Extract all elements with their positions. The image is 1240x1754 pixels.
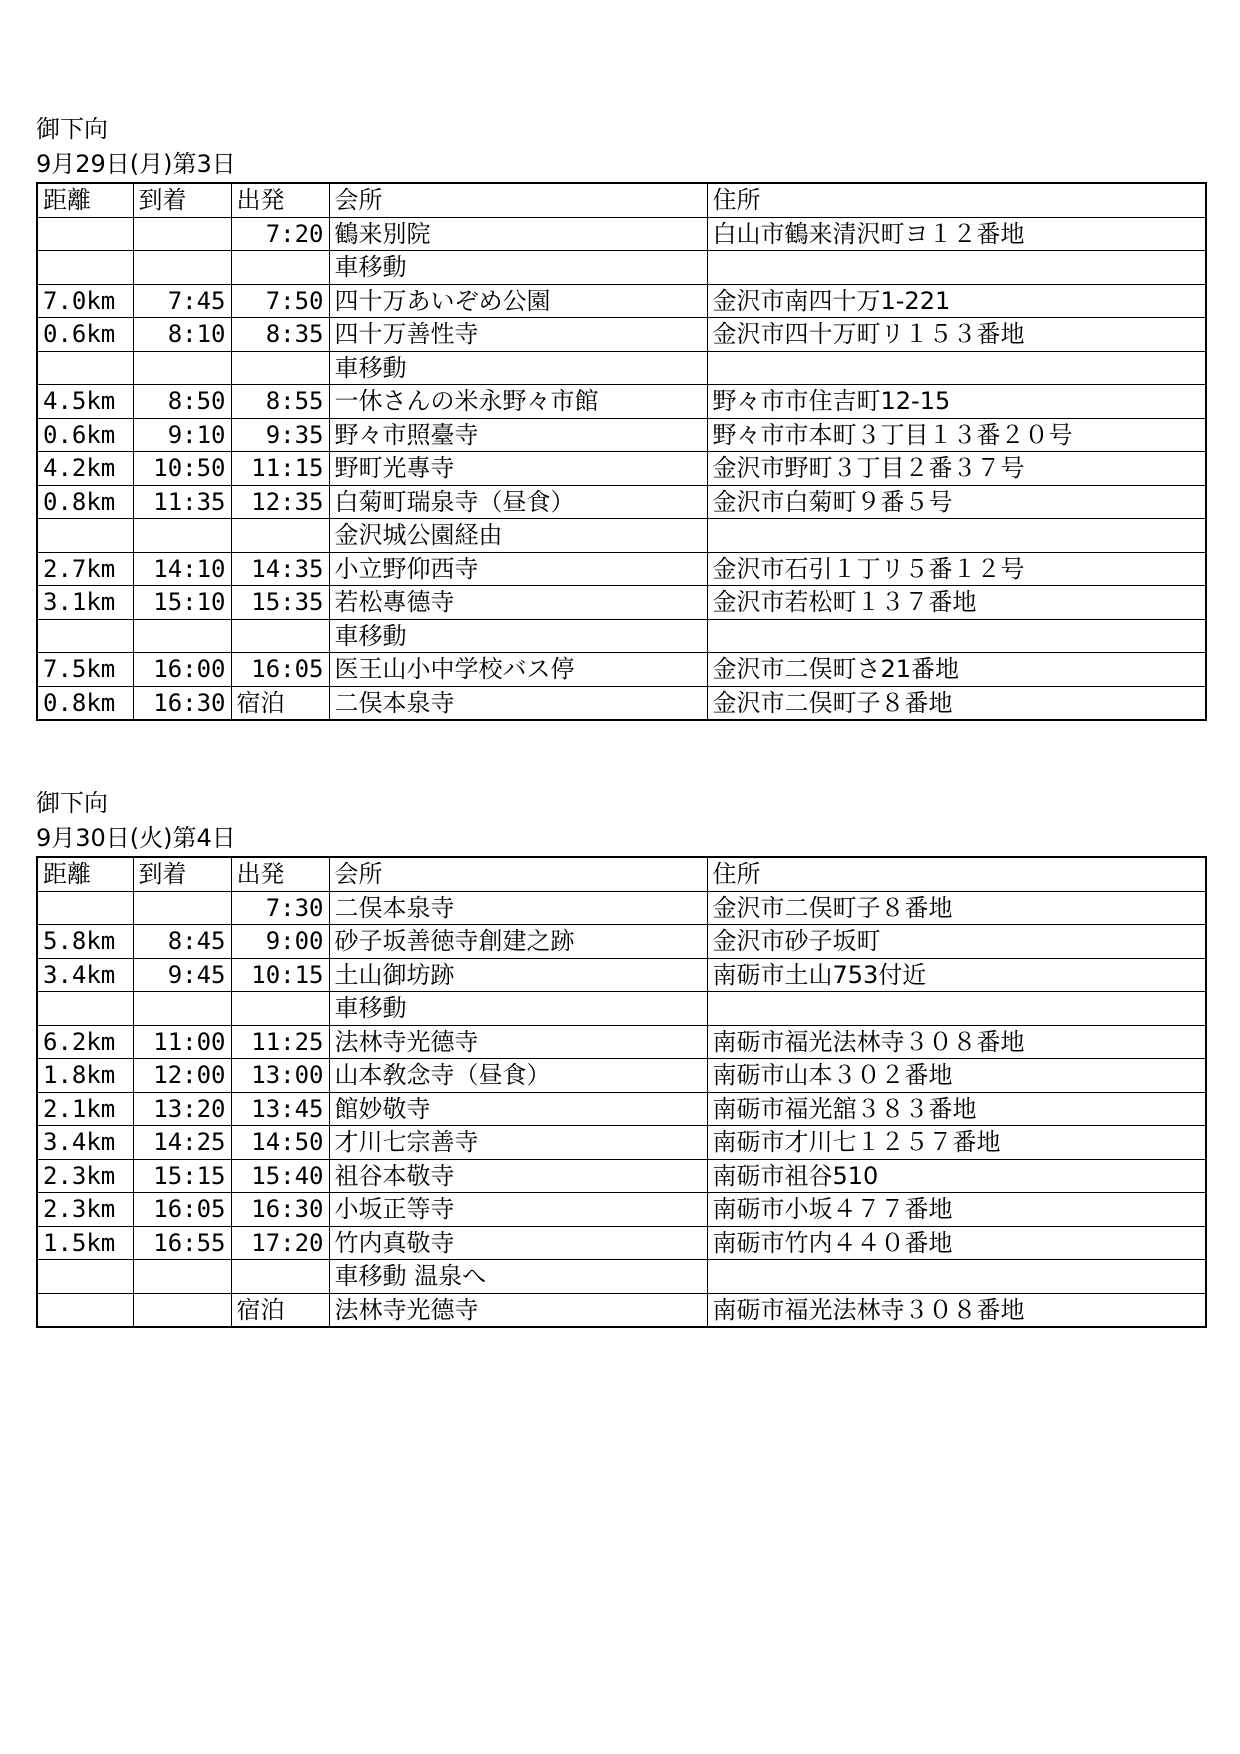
schedule-row bbox=[37, 1126, 1206, 1160]
schedule-row bbox=[37, 925, 1206, 959]
cell-address: 金沢市二俣町子８番地 bbox=[707, 686, 1206, 720]
cell-depart: 11:25 bbox=[231, 1025, 329, 1059]
cell-address bbox=[707, 1260, 1206, 1294]
cell-address: 金沢市四十万町リ１５３番地 bbox=[707, 318, 1206, 352]
header-address: 住所 bbox=[707, 183, 1206, 217]
cell-address: 野々市市本町３丁目１３番２０号 bbox=[707, 418, 1206, 452]
schedule-table bbox=[36, 856, 1207, 1328]
cell-depart bbox=[231, 351, 329, 385]
day-section bbox=[36, 786, 1207, 1328]
cell-address: 南砺市福光法林寺３０８番地 bbox=[707, 1293, 1206, 1327]
cell-distance: 3.1km bbox=[37, 586, 133, 620]
cell-venue: 法林寺光德寺 bbox=[329, 1025, 707, 1059]
cell-depart: 13:00 bbox=[231, 1059, 329, 1093]
cell-distance: 3.4km bbox=[37, 958, 133, 992]
cell-distance: 5.8km bbox=[37, 925, 133, 959]
cell-venue: 竹内真敬寺 bbox=[329, 1226, 707, 1260]
cell-address bbox=[707, 519, 1206, 553]
cell-venue: 金沢城公園経由 bbox=[329, 519, 707, 553]
cell-arrive bbox=[133, 351, 231, 385]
cell-address: 金沢市二俣町子８番地 bbox=[707, 891, 1206, 925]
cell-address: 南砺市小坂４７７番地 bbox=[707, 1193, 1206, 1227]
cell-venue: 鶴来別院 bbox=[329, 217, 707, 251]
cell-venue: 小坂正等寺 bbox=[329, 1193, 707, 1227]
cell-distance: 7.0km bbox=[37, 284, 133, 318]
cell-venue: 二俣本泉寺 bbox=[329, 686, 707, 720]
cell-arrive: 16:05 bbox=[133, 1193, 231, 1227]
cell-venue: 野町光專寺 bbox=[329, 452, 707, 486]
schedule-row bbox=[37, 586, 1206, 620]
cell-address: 南砺市土山753付近 bbox=[707, 958, 1206, 992]
cell-distance bbox=[37, 619, 133, 653]
cell-address bbox=[707, 351, 1206, 385]
cell-distance: 0.8km bbox=[37, 686, 133, 720]
cell-arrive: 13:20 bbox=[133, 1092, 231, 1126]
cell-distance: 0.6km bbox=[37, 318, 133, 352]
cell-distance: 4.5km bbox=[37, 385, 133, 419]
cell-venue: 車移動 bbox=[329, 619, 707, 653]
schedule-row bbox=[37, 251, 1206, 285]
cell-arrive: 8:45 bbox=[133, 925, 231, 959]
schedule-row bbox=[37, 519, 1206, 553]
cell-venue: 野々市照臺寺 bbox=[329, 418, 707, 452]
cell-address: 野々市市住吉町12-15 bbox=[707, 385, 1206, 419]
cell-depart bbox=[231, 1260, 329, 1294]
header-venue: 会所 bbox=[329, 183, 707, 217]
cell-distance bbox=[37, 351, 133, 385]
cell-depart: 9:00 bbox=[231, 925, 329, 959]
header-depart: 出発 bbox=[231, 183, 329, 217]
section-date: 9月30日(火)第4日 bbox=[36, 824, 236, 852]
cell-arrive bbox=[133, 891, 231, 925]
header-arrive: 到着 bbox=[133, 183, 231, 217]
cell-venue: 土山御坊跡 bbox=[329, 958, 707, 992]
cell-depart: 16:05 bbox=[231, 653, 329, 687]
cell-distance: 2.1km bbox=[37, 1092, 133, 1126]
header-row bbox=[37, 183, 1206, 217]
schedule-row bbox=[37, 452, 1206, 486]
cell-address: 南砺市福光舘３８３番地 bbox=[707, 1092, 1206, 1126]
section-date: 9月29日(月)第3日 bbox=[36, 150, 236, 178]
schedule-row bbox=[37, 1293, 1206, 1327]
cell-arrive: 16:00 bbox=[133, 653, 231, 687]
cell-arrive bbox=[133, 1260, 231, 1294]
cell-venue: 車移動 温泉へ bbox=[329, 1260, 707, 1294]
schedule-row bbox=[37, 318, 1206, 352]
cell-address: 金沢市野町３丁目２番３７号 bbox=[707, 452, 1206, 486]
cell-distance bbox=[37, 992, 133, 1026]
cell-arrive: 12:00 bbox=[133, 1059, 231, 1093]
cell-depart bbox=[231, 519, 329, 553]
cell-distance bbox=[37, 891, 133, 925]
cell-arrive: 14:25 bbox=[133, 1126, 231, 1160]
cell-distance: 0.8km bbox=[37, 485, 133, 519]
cell-arrive bbox=[133, 251, 231, 285]
cell-arrive: 15:10 bbox=[133, 586, 231, 620]
cell-depart: 宿泊 bbox=[231, 686, 329, 720]
cell-venue: 山本敎念寺（昼食） bbox=[329, 1059, 707, 1093]
header-venue: 会所 bbox=[329, 857, 707, 891]
cell-distance: 6.2km bbox=[37, 1025, 133, 1059]
cell-depart: 8:35 bbox=[231, 318, 329, 352]
cell-depart: 9:35 bbox=[231, 418, 329, 452]
cell-arrive bbox=[133, 1293, 231, 1327]
cell-distance bbox=[37, 1260, 133, 1294]
schedule-body bbox=[37, 183, 1206, 720]
cell-venue: 車移動 bbox=[329, 251, 707, 285]
section-title: 御下向 bbox=[36, 789, 108, 817]
cell-address: 金沢市石引１丁リ５番１２号 bbox=[707, 552, 1206, 586]
cell-depart bbox=[231, 992, 329, 1026]
schedule-row bbox=[37, 1193, 1206, 1227]
cell-arrive: 9:45 bbox=[133, 958, 231, 992]
schedule-row bbox=[37, 1025, 1206, 1059]
header-distance: 距離 bbox=[37, 183, 133, 217]
cell-arrive bbox=[133, 992, 231, 1026]
schedule-row bbox=[37, 686, 1206, 720]
cell-address: 南砺市才川七１２５７番地 bbox=[707, 1126, 1206, 1160]
schedule-row bbox=[37, 992, 1206, 1026]
cell-depart: 15:40 bbox=[231, 1159, 329, 1193]
cell-address: 金沢市南四十万1-221 bbox=[707, 284, 1206, 318]
cell-distance bbox=[37, 251, 133, 285]
schedule-row bbox=[37, 1092, 1206, 1126]
header-arrive: 到着 bbox=[133, 857, 231, 891]
cell-address: 白山市鶴来清沢町ヨ１２番地 bbox=[707, 217, 1206, 251]
cell-address: 南砺市福光法林寺３０８番地 bbox=[707, 1025, 1206, 1059]
cell-arrive: 15:15 bbox=[133, 1159, 231, 1193]
cell-distance: 4.2km bbox=[37, 452, 133, 486]
schedule-row bbox=[37, 1260, 1206, 1294]
cell-distance: 2.7km bbox=[37, 552, 133, 586]
cell-venue: 砂子坂善徳寺創建之跡 bbox=[329, 925, 707, 959]
cell-venue: 四十万あいぞめ公園 bbox=[329, 284, 707, 318]
schedule-row bbox=[37, 351, 1206, 385]
schedule-row bbox=[37, 217, 1206, 251]
cell-depart: 12:35 bbox=[231, 485, 329, 519]
cell-distance bbox=[37, 217, 133, 251]
cell-arrive: 7:45 bbox=[133, 284, 231, 318]
cell-distance: 1.5km bbox=[37, 1226, 133, 1260]
cell-depart: 11:15 bbox=[231, 452, 329, 486]
schedule-row bbox=[37, 653, 1206, 687]
cell-venue: 祖谷本敬寺 bbox=[329, 1159, 707, 1193]
cell-depart: 14:50 bbox=[231, 1126, 329, 1160]
cell-address: 金沢市若松町１３７番地 bbox=[707, 586, 1206, 620]
header-row bbox=[37, 857, 1206, 891]
cell-venue: 車移動 bbox=[329, 351, 707, 385]
cell-depart: 16:30 bbox=[231, 1193, 329, 1227]
cell-venue: 一休さんの米永野々市館 bbox=[329, 385, 707, 419]
schedule-row bbox=[37, 284, 1206, 318]
cell-distance bbox=[37, 1293, 133, 1327]
cell-venue: 車移動 bbox=[329, 992, 707, 1026]
header-depart: 出発 bbox=[231, 857, 329, 891]
cell-venue: 二俣本泉寺 bbox=[329, 891, 707, 925]
cell-arrive: 11:00 bbox=[133, 1025, 231, 1059]
cell-arrive bbox=[133, 217, 231, 251]
cell-address: 金沢市二俣町さ21番地 bbox=[707, 653, 1206, 687]
cell-venue: 四十万善性寺 bbox=[329, 318, 707, 352]
cell-arrive bbox=[133, 619, 231, 653]
cell-depart: 15:35 bbox=[231, 586, 329, 620]
cell-distance: 1.8km bbox=[37, 1059, 133, 1093]
cell-depart bbox=[231, 251, 329, 285]
header-distance: 距離 bbox=[37, 857, 133, 891]
cell-address: 南砺市竹内４４０番地 bbox=[707, 1226, 1206, 1260]
schedule-body bbox=[37, 857, 1206, 1327]
cell-depart: 7:30 bbox=[231, 891, 329, 925]
cell-venue: 白菊町瑞泉寺（昼食） bbox=[329, 485, 707, 519]
schedule-row bbox=[37, 485, 1206, 519]
cell-arrive: 8:10 bbox=[133, 318, 231, 352]
section-title: 御下向 bbox=[36, 115, 108, 143]
schedule-row bbox=[37, 1059, 1206, 1093]
schedule-row bbox=[37, 1159, 1206, 1193]
cell-address bbox=[707, 992, 1206, 1026]
day-section bbox=[36, 112, 1207, 721]
cell-venue: 医王山小中学校バス停 bbox=[329, 653, 707, 687]
cell-address: 南砺市山本３０２番地 bbox=[707, 1059, 1206, 1093]
cell-address: 金沢市砂子坂町 bbox=[707, 925, 1206, 959]
header-address: 住所 bbox=[707, 857, 1206, 891]
cell-address bbox=[707, 251, 1206, 285]
schedule-row bbox=[37, 891, 1206, 925]
cell-address: 南砺市祖谷510 bbox=[707, 1159, 1206, 1193]
cell-depart: 14:35 bbox=[231, 552, 329, 586]
schedule-row bbox=[37, 1226, 1206, 1260]
schedule-row bbox=[37, 958, 1206, 992]
cell-arrive: 16:30 bbox=[133, 686, 231, 720]
cell-venue: 才川七宗善寺 bbox=[329, 1126, 707, 1160]
cell-distance: 7.5km bbox=[37, 653, 133, 687]
cell-venue: 小立野仰西寺 bbox=[329, 552, 707, 586]
cell-depart: 17:20 bbox=[231, 1226, 329, 1260]
cell-depart: 8:55 bbox=[231, 385, 329, 419]
cell-venue: 若松專德寺 bbox=[329, 586, 707, 620]
cell-arrive: 8:50 bbox=[133, 385, 231, 419]
schedule-table bbox=[36, 182, 1207, 721]
schedule-row bbox=[37, 619, 1206, 653]
cell-depart: 宿泊 bbox=[231, 1293, 329, 1327]
cell-distance: 2.3km bbox=[37, 1193, 133, 1227]
cell-distance: 3.4km bbox=[37, 1126, 133, 1160]
cell-arrive: 14:10 bbox=[133, 552, 231, 586]
cell-arrive: 11:35 bbox=[133, 485, 231, 519]
cell-depart bbox=[231, 619, 329, 653]
schedule-row bbox=[37, 552, 1206, 586]
cell-depart: 7:20 bbox=[231, 217, 329, 251]
cell-address: 金沢市白菊町９番５号 bbox=[707, 485, 1206, 519]
schedule-row bbox=[37, 418, 1206, 452]
cell-arrive: 16:55 bbox=[133, 1226, 231, 1260]
cell-venue: 法林寺光德寺 bbox=[329, 1293, 707, 1327]
cell-distance: 2.3km bbox=[37, 1159, 133, 1193]
cell-arrive: 9:10 bbox=[133, 418, 231, 452]
cell-depart: 7:50 bbox=[231, 284, 329, 318]
cell-arrive: 10:50 bbox=[133, 452, 231, 486]
cell-arrive bbox=[133, 519, 231, 553]
cell-venue: 館妙敬寺 bbox=[329, 1092, 707, 1126]
cell-distance: 0.6km bbox=[37, 418, 133, 452]
cell-address bbox=[707, 619, 1206, 653]
cell-distance bbox=[37, 519, 133, 553]
cell-depart: 13:45 bbox=[231, 1092, 329, 1126]
cell-depart: 10:15 bbox=[231, 958, 329, 992]
schedule-row bbox=[37, 385, 1206, 419]
